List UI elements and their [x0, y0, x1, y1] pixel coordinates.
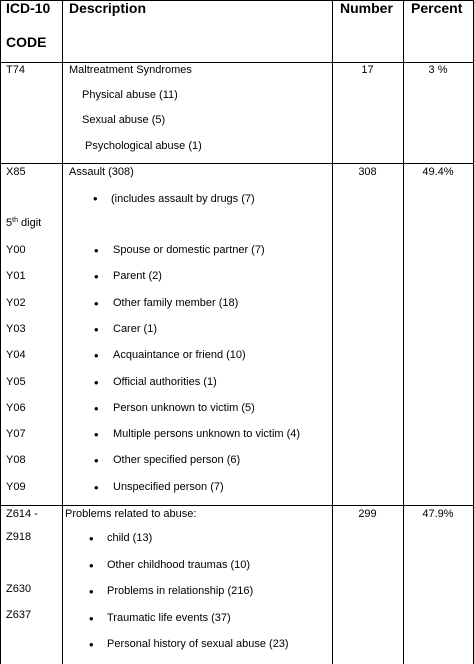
list-item: Physical abuse (11): [82, 89, 178, 101]
column-divider-1: [62, 0, 63, 664]
code-y09: Y09: [6, 481, 26, 493]
number-t74: 17: [361, 64, 374, 76]
section-title-assault: Assault (308): [69, 166, 134, 178]
list-item: Other childhood traumas (10): [107, 559, 251, 571]
bullet-marker: •: [94, 348, 99, 363]
bullet-marker: •: [94, 375, 99, 390]
list-item: Acquaintance or friend (10): [113, 349, 246, 361]
bullet-marker: •: [94, 269, 99, 284]
code-z637: Z637: [6, 609, 32, 621]
column-divider-2: [332, 0, 333, 664]
bullet-marker: •: [94, 427, 99, 442]
list-item: Traumatic life events (37): [107, 612, 231, 624]
column-divider-3: [403, 0, 404, 664]
header-description: Description: [69, 0, 147, 16]
bullet-marker: •: [94, 296, 99, 311]
header-code-line2: CODE: [6, 34, 47, 50]
list-item: Problems in relationship (216): [107, 585, 254, 597]
list-item: Other family member (18): [113, 297, 239, 309]
header-code-line1: ICD-10: [6, 0, 51, 16]
code-z630: Z630: [6, 583, 32, 595]
bullet-marker: •: [89, 531, 94, 546]
bullet-marker: •: [93, 191, 98, 206]
header-percent: Percent: [411, 0, 463, 16]
percent-t74: 3 %: [428, 64, 448, 76]
number-z614: 299: [358, 508, 377, 520]
list-item: Other specified person (6): [113, 454, 241, 466]
fifth-digit-label: 5th digit: [6, 217, 42, 229]
section-title-problems: Problems related to abuse:: [65, 508, 197, 520]
percent-z614: 47.9%: [422, 508, 454, 520]
section-title-maltreatment: Maltreatment Syndromes: [69, 64, 192, 76]
list-item: child (13): [107, 532, 153, 544]
row-divider-1: [0, 163, 474, 164]
code-x85: X85: [6, 166, 26, 178]
list-item: Person unknown to victim (5): [113, 402, 255, 414]
bullet-marker: •: [94, 322, 99, 337]
list-item: Unspecified person (7): [113, 481, 224, 493]
code-y02: Y02: [6, 297, 26, 309]
code-y08: Y08: [6, 454, 26, 466]
list-item: Parent (2): [113, 270, 162, 282]
code-y03: Y03: [6, 323, 26, 335]
number-x85: 308: [358, 166, 377, 178]
bullet-marker: •: [89, 611, 94, 626]
list-item: Psychological abuse (1): [85, 140, 202, 152]
list-item: Personal history of sexual abuse (23): [107, 638, 289, 650]
row-divider-2: [0, 505, 474, 506]
list-item: Multiple persons unknown to victim (4): [113, 428, 301, 440]
bullet-marker: •: [94, 453, 99, 468]
bullet-note: (includes assault by drugs (7): [111, 193, 255, 205]
bullet-marker: •: [89, 637, 94, 652]
percent-x85: 49.4%: [422, 166, 454, 178]
list-item: Spouse or domestic partner (7): [113, 244, 265, 256]
bullet-marker: •: [94, 243, 99, 258]
code-y01: Y01: [6, 270, 26, 282]
code-y04: Y04: [6, 349, 26, 361]
list-item: Carer (1): [113, 323, 158, 335]
list-item: Official authorities (1): [113, 376, 217, 388]
bullet-marker: •: [89, 584, 94, 599]
code-y05: Y05: [6, 376, 26, 388]
code-y07: Y07: [6, 428, 26, 440]
code-z614: Z614 -: [6, 508, 38, 520]
header-number: Number: [340, 0, 393, 16]
code-z918: Z918: [6, 531, 32, 543]
table-border-left: [0, 0, 1, 664]
list-item: Sexual abuse (5): [82, 114, 166, 126]
bullet-marker: •: [89, 558, 94, 573]
bullet-marker: •: [94, 480, 99, 495]
code-y00: Y00: [6, 244, 26, 256]
code-t74: T74: [6, 64, 25, 76]
code-y06: Y06: [6, 402, 26, 414]
bullet-marker: •: [94, 401, 99, 416]
